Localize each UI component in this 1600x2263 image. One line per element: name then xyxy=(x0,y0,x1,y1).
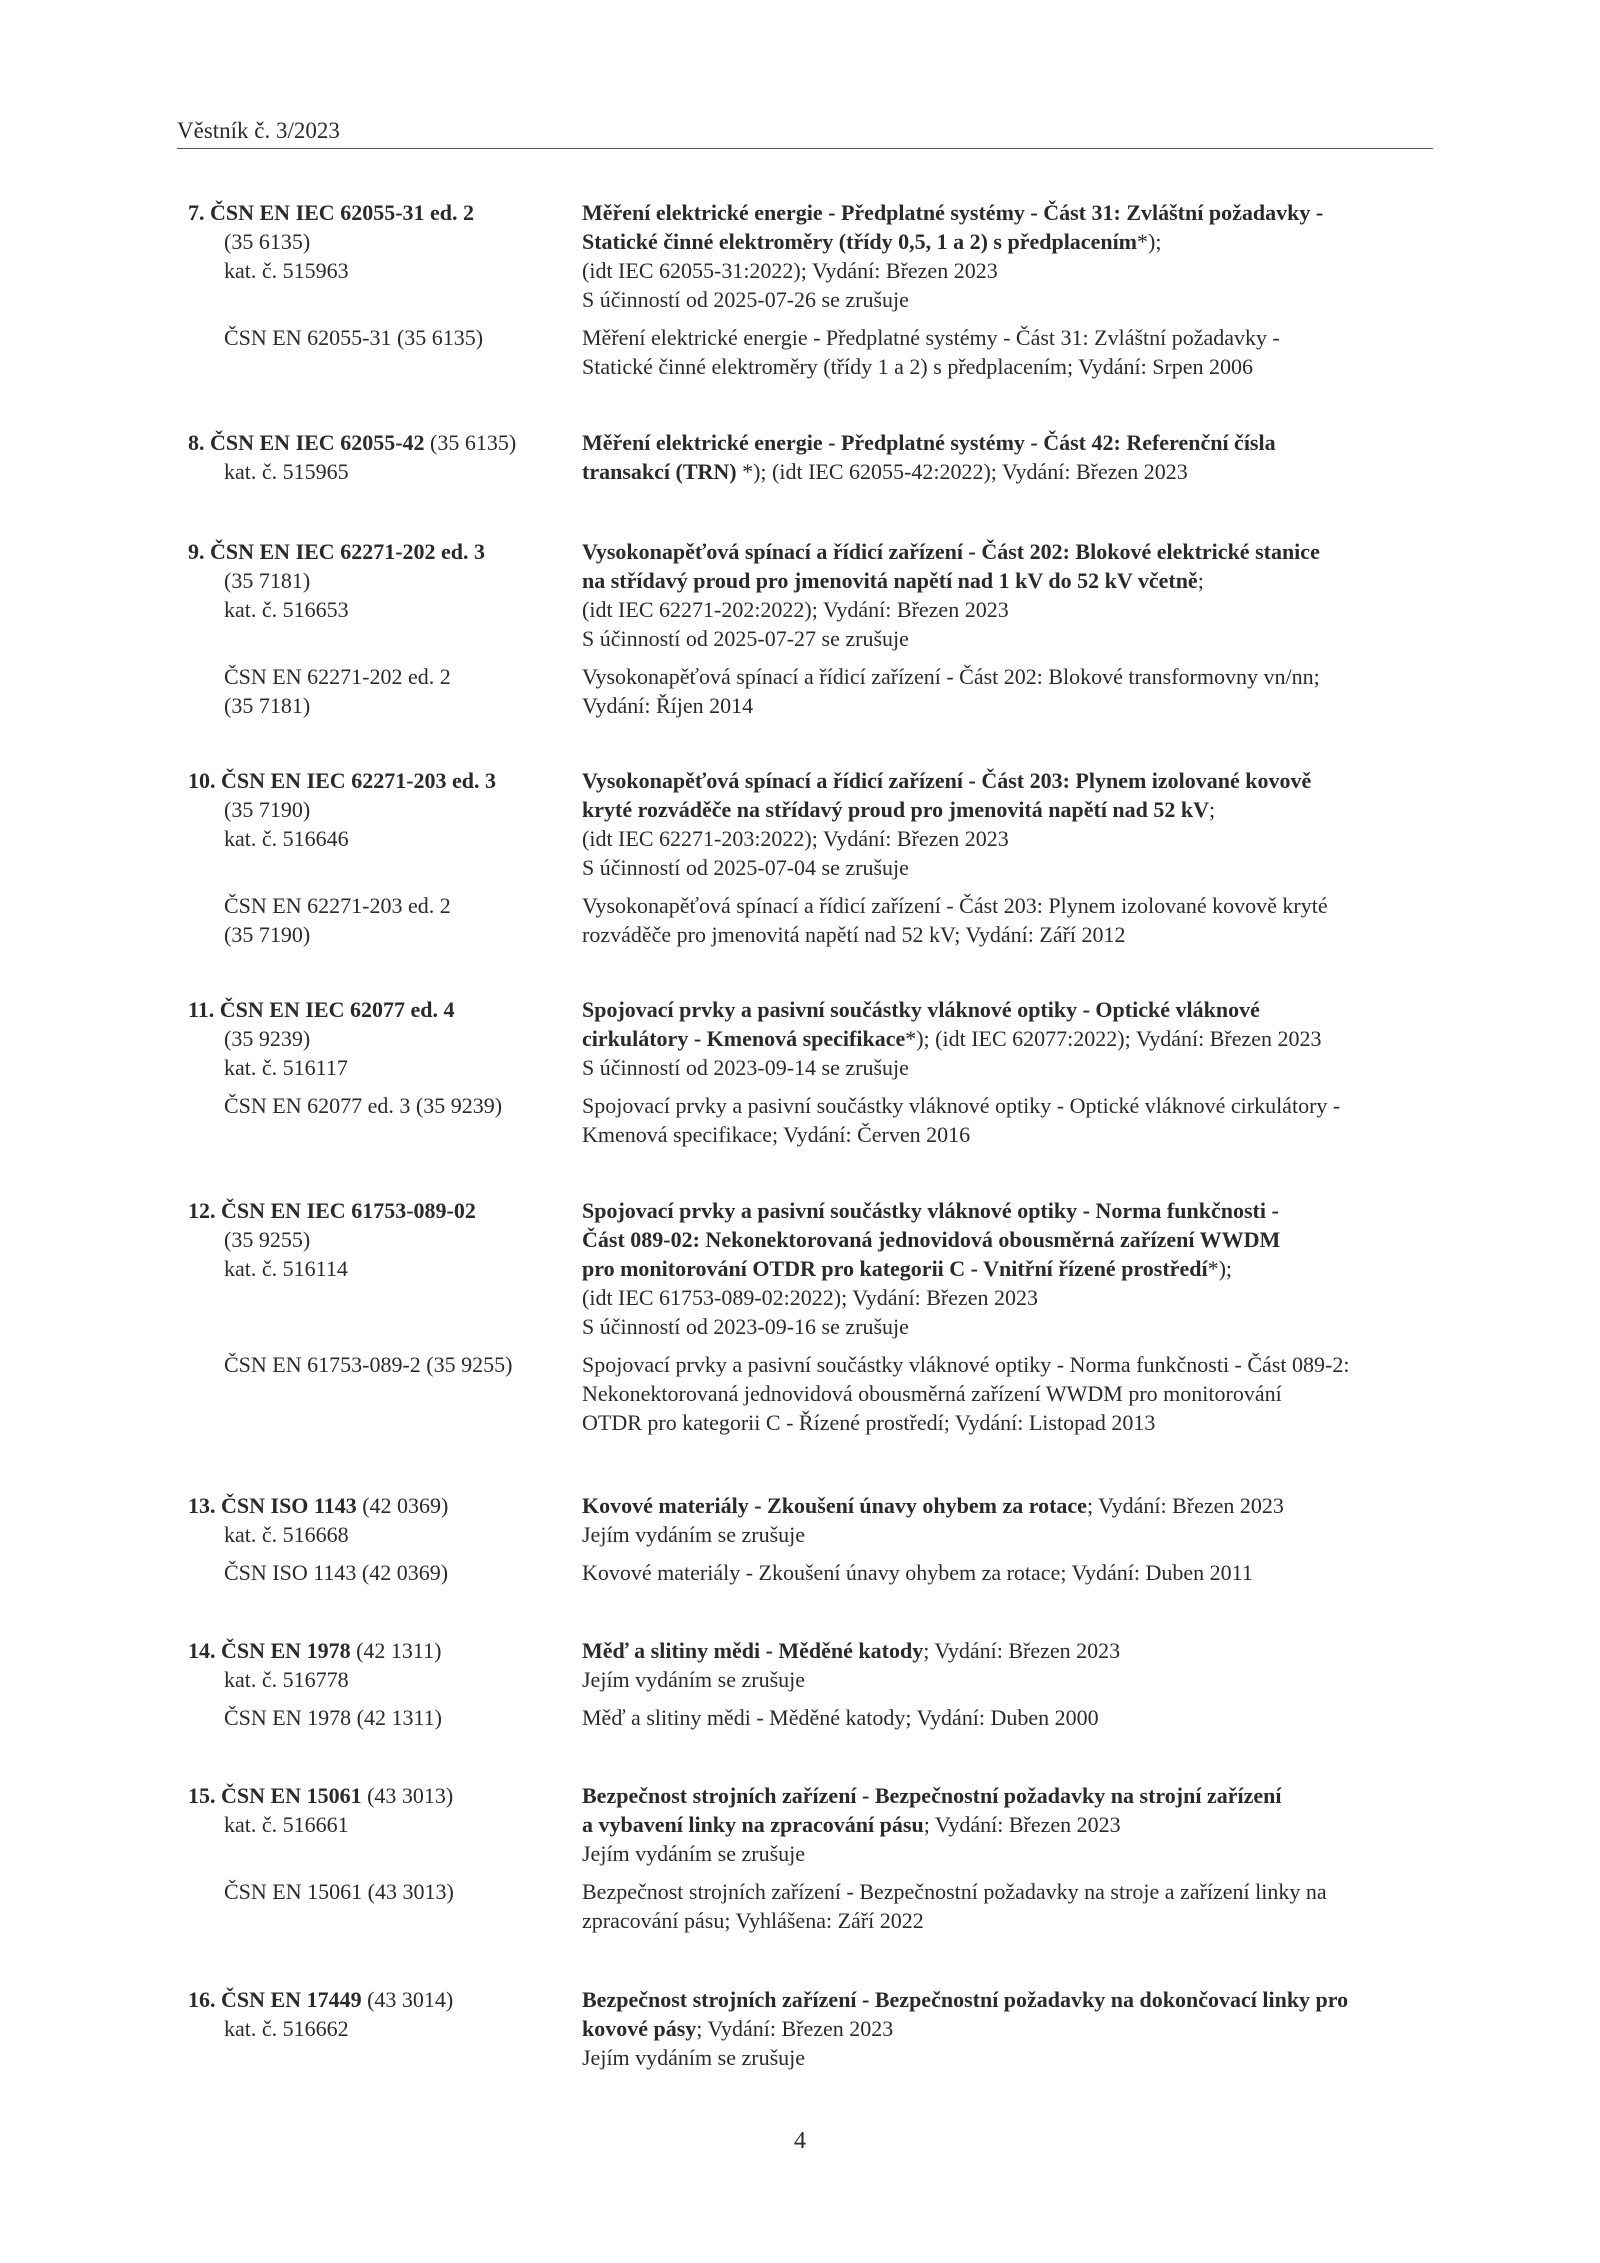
entry-id-line xyxy=(188,1985,453,2014)
entry-id-line-bold: 16. ČSN EN 17449 xyxy=(188,1987,362,2012)
replaced-id-line xyxy=(224,691,310,720)
entry-title-line-text: *); xyxy=(1207,1256,1233,1281)
entry-title-line-text: *); xyxy=(1137,229,1162,254)
entry-title-line xyxy=(582,1254,1232,1283)
entry-title-line-bold: Kovové materiály - Zkoušení únavy ohybem za rotace xyxy=(582,1493,1087,1518)
entry-title-line xyxy=(582,1839,805,1868)
entry-title-line xyxy=(582,1781,1281,1810)
replaced-title-line xyxy=(582,1091,1340,1120)
entry-id-line xyxy=(224,1254,348,1283)
entry-title-line-text: S účinností od 2025-07-27 se zrušuje xyxy=(582,626,909,651)
entry-id-line-text: kat. č. 516646 xyxy=(224,826,349,851)
entry-id-line xyxy=(224,457,349,486)
replaced-id-line-text: ČSN EN 62271-203 ed. 2 xyxy=(224,893,451,918)
entry-title-line-text: ; Vydání: Březen 2023 xyxy=(1086,1493,1284,1518)
entry-title-line xyxy=(582,256,998,285)
entry-id-line-text: (43 3014) xyxy=(361,1987,454,2012)
replaced-title-line-text: rozváděče pro jmenovitá napětí nad 52 kV; Vydání: Září 2012 xyxy=(582,922,1126,947)
replaced-title-line-text: Spojovací prvky a pasivní součástky vláknové optiky - Optické vláknové cirkulátory - xyxy=(582,1093,1341,1118)
entry-title-line-text: ; xyxy=(1209,797,1216,822)
entry-title-line-bold: Vysokonapěťová spínací a řídicí zařízení - Část 202: Blokové elektrické stanice xyxy=(582,539,1320,564)
entry-title-line xyxy=(582,1665,805,1694)
replaced-title-line-text: Nekonektorovaná jednovidová obousměrná zařízení WWDM pro monitorování xyxy=(582,1381,1282,1406)
replaced-id-line-text: ČSN ISO 1143 (42 0369) xyxy=(224,1560,449,1585)
replaced-id-line-text: ČSN EN 1978 (42 1311) xyxy=(224,1705,442,1730)
entry-id-line xyxy=(224,566,310,595)
replaced-title-line-text: Vysokonapěťová spínací a řídicí zařízení - Část 203: Plynem izolované kovově kryté xyxy=(582,893,1328,918)
entry-title-line xyxy=(582,1283,1038,1312)
replaced-id-line xyxy=(224,662,451,691)
entry-id-line-text: kat. č. 516114 xyxy=(224,1256,348,1281)
entry-title-line xyxy=(582,1810,1121,1839)
replaced-id-line-text: (35 7181) xyxy=(224,693,311,718)
entry-id-line xyxy=(224,795,310,824)
entry-title-line xyxy=(582,995,1260,1024)
replaced-title-line-text: OTDR pro kategorii C - Řízené prostředí; Vydání: Listopad 2013 xyxy=(582,1410,1156,1435)
entry-title-line-bold: pro monitorování OTDR pro kategorii C - Vnitřní řízené prostředí xyxy=(582,1256,1208,1281)
replaced-title-line xyxy=(582,920,1126,949)
replaced-title-line-text: Spojovací prvky a pasivní součástky vláknové optiky - Norma funkčnosti - Část 089-2: xyxy=(582,1352,1350,1377)
entry-id-line xyxy=(188,1196,476,1225)
replaced-title-line xyxy=(582,1703,1099,1732)
entry-id-line xyxy=(188,766,496,795)
entry-title-line-bold: Bezpečnost strojních zařízení - Bezpečnostní požadavky na dokončovací linky pro xyxy=(582,1987,1349,2012)
replaced-title-line xyxy=(582,323,1280,352)
replaced-title-line xyxy=(582,352,1253,381)
replaced-id-line xyxy=(224,920,310,949)
entry-id-line-text: (35 9255) xyxy=(224,1227,311,1252)
entry-title-line-bold: Vysokonapěťová spínací a řídicí zařízení - Část 203: Plynem izolované kovově xyxy=(582,768,1312,793)
replaced-title-line-text: zpracování pásu; Vyhlášena: Září 2022 xyxy=(582,1908,924,1933)
replaced-id-line-text: ČSN EN 62077 ed. 3 (35 9239) xyxy=(224,1093,503,1118)
entry-title-line-text: ; Vydání: Březen 2023 xyxy=(923,1638,1121,1663)
replaced-title-line-text: Kmenová specifikace; Vydání: Červen 2016 xyxy=(582,1122,971,1147)
entry-title-line-text: ; xyxy=(1197,568,1204,593)
replaced-title-line xyxy=(582,662,1320,691)
entry-title-line-text: *); (idt IEC 62077:2022); Vydání: Březen 2023 xyxy=(905,1026,1322,1051)
entry-title-line-text: Jejím vydáním se zrušuje xyxy=(582,2045,806,2070)
replaced-id-line xyxy=(224,891,451,920)
replaced-id-line-text: ČSN EN 61753-089-2 (35 9255) xyxy=(224,1352,513,1377)
entry-title-line-text: Jejím vydáním se zrušuje xyxy=(582,1667,806,1692)
entry-id-line xyxy=(224,1810,349,1839)
entry-id-line-text: (35 6135) xyxy=(424,430,517,455)
page-number: 4 xyxy=(794,2128,806,2154)
entry-id-line-text: (35 9239) xyxy=(224,1026,311,1051)
entry-id-line-bold: 15. ČSN EN 15061 xyxy=(188,1783,362,1808)
entry-id-line-bold: 9. ČSN EN IEC 62271-202 ed. 3 xyxy=(188,539,486,564)
entry-title-line xyxy=(582,1312,909,1341)
entry-title-line xyxy=(582,457,1188,486)
entry-title-line xyxy=(582,537,1320,566)
entry-id-line-text: (35 7181) xyxy=(224,568,311,593)
entry-title-line-bold: transakcí (TRN) xyxy=(582,459,737,484)
entry-id-line xyxy=(224,256,349,285)
entry-title-line xyxy=(582,595,1009,624)
entry-title-line-text: (idt IEC 62055-31:2022); Vydání: Březen 2023 xyxy=(582,258,998,283)
entry-id-line xyxy=(224,824,349,853)
entry-title-line-bold: Část 089-02: Nekonektorovaná jednovidová obousměrná zařízení WWDM xyxy=(582,1227,1281,1252)
entry-title-line-text: Jejím vydáním se zrušuje xyxy=(582,1841,806,1866)
entry-title-line-text: S účinností od 2025-07-26 se zrušuje xyxy=(582,287,909,312)
entry-title-line xyxy=(582,1196,1279,1225)
replaced-title-line-text: Bezpečnost strojních zařízení - Bezpečnostní požadavky na stroje a zařízení linky na xyxy=(582,1879,1327,1904)
replaced-title-line-text: Statické činné elektroměry (třídy 1 a 2) s předplacením; Vydání: Srpen 2006 xyxy=(582,354,1254,379)
entry-title-line-text: ; Vydání: Březen 2023 xyxy=(696,2016,894,2041)
entry-title-line xyxy=(582,198,1323,227)
replaced-title-line xyxy=(582,691,753,720)
replaced-title-line-text: Měď a slitiny mědi - Měděné katody; Vydání: Duben 2000 xyxy=(582,1705,1099,1730)
entry-id-line xyxy=(224,1665,349,1694)
entry-id-line xyxy=(224,1024,310,1053)
replaced-id-line-text: ČSN EN 15061 (43 3013) xyxy=(224,1879,454,1904)
entry-title-line-text: S účinností od 2025-07-04 se zrušuje xyxy=(582,855,909,880)
entry-id-line-bold: 11. ČSN EN IEC 62077 ed. 4 xyxy=(188,997,455,1022)
entry-title-line xyxy=(582,853,909,882)
entry-title-line-bold: Spojovací prvky a pasivní součástky vláknové optiky - Norma funkčnosti - xyxy=(582,1198,1279,1223)
entry-title-line xyxy=(582,2014,893,2043)
entry-title-line-bold: na střídavý proud pro jmenovitá napětí nad 1 kV do 52 kV včetně xyxy=(582,568,1198,593)
entry-title-line xyxy=(582,824,1009,853)
entry-id-line-text: kat. č. 516653 xyxy=(224,597,349,622)
header-title: Věstník č. 3/2023 xyxy=(177,118,340,143)
entry-title-line-text: S účinností od 2023-09-14 se zrušuje xyxy=(582,1055,909,1080)
replaced-id-line-text: ČSN EN 62055-31 (35 6135) xyxy=(224,325,484,350)
entry-id-line-text: kat. č. 516778 xyxy=(224,1667,349,1692)
entry-id-line xyxy=(188,1491,448,1520)
entry-id-line-text: (43 3013) xyxy=(361,1783,454,1808)
entry-title-line-text: (idt IEC 62271-202:2022); Vydání: Březen 2023 xyxy=(582,597,1009,622)
entry-title-line xyxy=(582,1491,1284,1520)
replaced-title-line xyxy=(582,1350,1349,1379)
entry-title-line-text: (idt IEC 62271-203:2022); Vydání: Březen 2023 xyxy=(582,826,1009,851)
entry-id-line-bold: 12. ČSN EN IEC 61753-089-02 xyxy=(188,1198,476,1223)
entry-title-line-bold: Měření elektrické energie - Předplatné systémy - Část 42: Referenční čísla xyxy=(582,430,1276,455)
entry-title-line xyxy=(582,1024,1322,1053)
entry-title-line-bold: Měď a slitiny mědi - Měděné katody xyxy=(582,1638,924,1663)
entry-id-line-bold: 13. ČSN ISO 1143 xyxy=(188,1493,357,1518)
entry-id-line xyxy=(224,2014,349,2043)
entry-title-line xyxy=(582,1225,1280,1254)
entry-title-line-text: Jejím vydáním se zrušuje xyxy=(582,1522,806,1547)
entry-title-line xyxy=(582,1636,1120,1665)
entry-title-line xyxy=(582,795,1215,824)
replaced-title-line xyxy=(582,1408,1155,1437)
entry-title-line-bold: kovové pásy xyxy=(582,2016,697,2041)
entry-id-line xyxy=(188,537,485,566)
entry-title-line-bold: cirkulátory - Kmenová specifikace xyxy=(582,1026,906,1051)
entry-id-line xyxy=(224,1053,348,1082)
replaced-title-line-text: Měření elektrické energie - Předplatné systémy - Část 31: Zvláštní požadavky - xyxy=(582,325,1280,350)
entry-id-line xyxy=(188,995,454,1024)
entry-id-line-bold: 14. ČSN EN 1978 xyxy=(188,1638,351,1663)
entry-id-line xyxy=(224,595,349,624)
entry-id-line-text: kat. č. 516117 xyxy=(224,1055,348,1080)
entry-id-line xyxy=(224,1225,310,1254)
entry-title-line-bold: Měření elektrické energie - Předplatné systémy - Část 31: Zvláštní požadavky - xyxy=(582,200,1324,225)
entry-id-line-text: (35 6135) xyxy=(224,229,311,254)
entry-id-line-bold: 8. ČSN EN IEC 62055-42 xyxy=(188,430,425,455)
entry-title-line xyxy=(582,766,1311,795)
entry-title-line xyxy=(582,1520,805,1549)
replaced-id-line-text: ČSN EN 62271-202 ed. 2 xyxy=(224,664,451,689)
replaced-id-line xyxy=(224,1877,454,1906)
entry-title-line-bold: Statické činné elektroměry (třídy 0,5, 1 a 2) s předplacením xyxy=(582,229,1138,254)
replaced-title-line-text: Kovové materiály - Zkoušení únavy ohybem za rotace; Vydání: Duben 2011 xyxy=(582,1560,1253,1585)
replaced-id-line xyxy=(224,1558,448,1587)
entry-id-line xyxy=(188,1636,441,1665)
entry-id-line xyxy=(224,227,310,256)
entry-id-line-text: (35 7190) xyxy=(224,797,311,822)
entry-title-line-bold: a vybavení linky na zpracování pásu xyxy=(582,1812,924,1837)
replaced-title-line xyxy=(582,1558,1253,1587)
entry-title-line xyxy=(582,1053,909,1082)
entry-id-line-bold: 10. ČSN EN IEC 62271-203 ed. 3 xyxy=(188,768,497,793)
entry-title-line-bold: kryté rozváděče na střídavý proud pro jmenovitá napětí nad 52 kV xyxy=(582,797,1210,822)
entry-title-line xyxy=(582,227,1161,256)
entry-title-line-text: (idt IEC 61753-089-02:2022); Vydání: Březen 2023 xyxy=(582,1285,1039,1310)
entry-id-line-bold: 7. ČSN EN IEC 62055-31 ed. 2 xyxy=(188,200,475,225)
replaced-title-line xyxy=(582,891,1328,920)
entry-title-line-text: S účinností od 2023-09-16 se zrušuje xyxy=(582,1314,909,1339)
entry-title-line xyxy=(582,285,909,314)
entry-title-line xyxy=(582,1985,1348,2014)
replaced-title-line-text: Vysokonapěťová spínací a řídicí zařízení - Část 202: Blokové transformovny vn/nn; xyxy=(582,664,1320,689)
replaced-id-line xyxy=(224,323,483,352)
entry-id-line-text: kat. č. 516668 xyxy=(224,1522,349,1547)
entry-id-line-text: kat. č. 516662 xyxy=(224,2016,349,2041)
entry-title-line xyxy=(582,566,1204,595)
replaced-title-line xyxy=(582,1906,924,1935)
replaced-id-line xyxy=(224,1091,502,1120)
page-header xyxy=(177,110,1433,149)
entry-title-line-text: *); (idt IEC 62055-42:2022); Vydání: Březen 2023 xyxy=(736,459,1188,484)
replaced-id-line xyxy=(224,1350,512,1379)
entry-title-line-bold: Spojovací prvky a pasivní součástky vláknové optiky - Optické vláknové xyxy=(582,997,1260,1022)
entry-id-line xyxy=(224,1520,349,1549)
replaced-title-line-text: Vydání: Říjen 2014 xyxy=(582,693,754,718)
replaced-title-line xyxy=(582,1379,1282,1408)
entry-title-line-text: ; Vydání: Březen 2023 xyxy=(923,1812,1121,1837)
entry-id-line xyxy=(188,1781,453,1810)
entry-id-line-text: kat. č. 516661 xyxy=(224,1812,349,1837)
replaced-id-line-text: (35 7190) xyxy=(224,922,311,947)
entry-title-line-bold: Bezpečnost strojních zařízení - Bezpečnostní požadavky na strojní zařízení xyxy=(582,1783,1282,1808)
entry-id-line xyxy=(188,198,474,227)
entry-id-line-text: kat. č. 515963 xyxy=(224,258,349,283)
replaced-title-line xyxy=(582,1877,1327,1906)
entry-id-line xyxy=(188,428,516,457)
entry-id-line-text: (42 0369) xyxy=(356,1493,449,1518)
entry-id-line-text: kat. č. 515965 xyxy=(224,459,349,484)
entry-id-line-text: (42 1311) xyxy=(350,1638,442,1663)
entry-title-line xyxy=(582,428,1276,457)
replaced-title-line xyxy=(582,1120,970,1149)
entry-title-line xyxy=(582,624,909,653)
replaced-id-line xyxy=(224,1703,442,1732)
entry-title-line xyxy=(582,2043,805,2072)
